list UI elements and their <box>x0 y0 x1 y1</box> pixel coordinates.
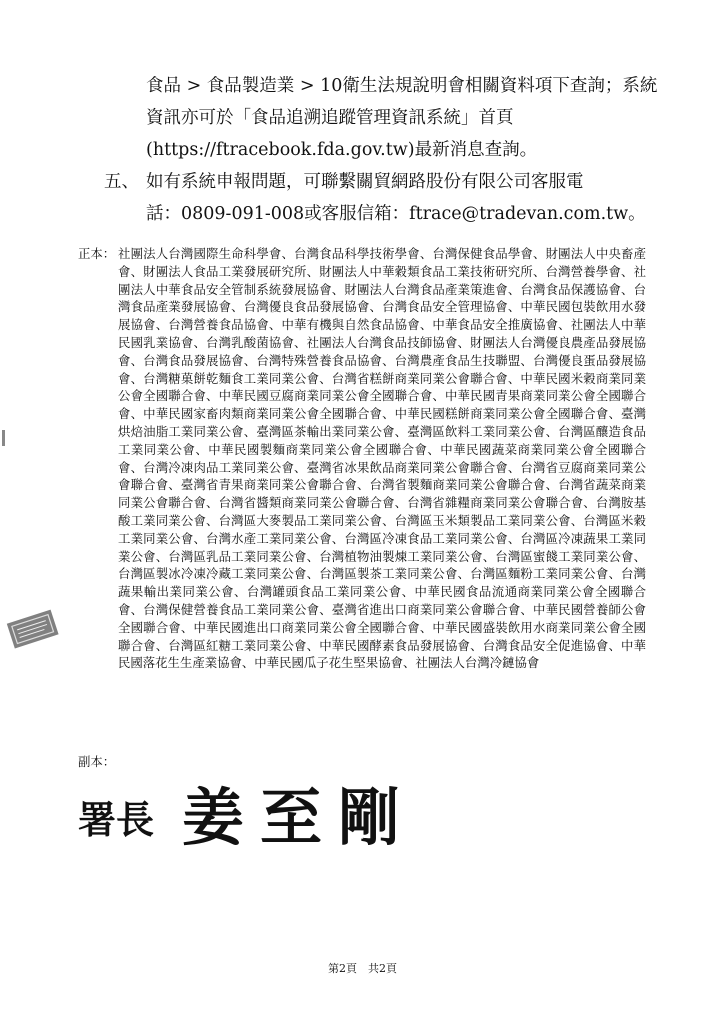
item-five-label: 五、 <box>104 172 139 192</box>
item-five-line1: 如有系統申報問題，可聯繫關貿網路股份有限公司客服電 <box>146 172 584 192</box>
scan-edge-mark <box>2 430 5 446</box>
director-signature <box>78 775 418 855</box>
distribution-label: 正本： <box>78 246 116 261</box>
distribution-block <box>78 245 646 672</box>
continuation-paragraph <box>146 70 666 166</box>
continuation-text: 食品 > 食品製造業 > 10衛生法規說明會相關資料項下查詢；系統資訊亦可於「食品追溯追蹤管理資訊系統」首頁(https://ftracebook.fda.gov.tw)最新消息查詢。 <box>146 76 658 160</box>
item-five-line2: 話：0809-091-008或客服信箱：ftrace@tradevan.com.tw。 <box>146 204 646 224</box>
item-five <box>104 166 664 230</box>
recipient-list: 社團法人台灣國際生命科學會、台灣食品科學技術學會、台灣保健食品學會、財團法人中央畜產會、財團法人食品工業發展研究所、財團法人中華穀類食品工業技術研究所、台灣營養學會、社團法人中華食品安全管制系統發展協會、財團法人台灣食品產業策進會、台灣食品保護協會、台灣食品產業發展協會、台灣優良食品發展協會、台灣食品安全管理協會、中華民國包裝飲用水發展協會、台灣營養食品協會、中華有機與自然食品協會、中華食品安全推廣協會、社團法人中華民國乳業協會、台灣乳酸菌協會、社團法人台灣食品技師協會、財團法人台灣優良農產品發展協會、台灣食品發展協會、台灣特殊營養食品協會、台灣農產食品生技聯盟、台灣優良蛋品發展協會、台灣糖菓餅乾麵食工業同業公會、台灣省糕餅商業同業公會聯合會、中華民國米穀商業同業公會全國聯合會、中華民國豆腐商業同業公會全國聯合會、中華民國青果商業同業公會全國聯合會、中華民國家畜肉類商業同業公會全國聯合會、中華民國糕餅商業同業公會全國聯合會、臺灣烘焙油脂工業同業公會、臺灣區茶輸出業同業公會、臺灣區飲料工業同業公會、台灣區釀造食品工業同業公會、中華民國製麵商業同業公會全國聯合會、中華民國蔬菜商業同業公會全國聯合會、台灣冷凍肉品工業同業公會、臺灣省冰果飲品商業同業公會聯合會、台灣省豆腐商業同業公會聯合會、臺灣省青果商業同業公會聯合會、台灣省製麵商業同業公會聯合會、台灣省蔬菜商業同業公會聯合會、台灣省醬類商業同業公會聯合會、台灣省雜糧商業同業公會聯合會、台灣胺基酸工業同業公會、台灣區大麥製品工業同業公會、台灣區玉米類製品工業同業公會、台灣區米穀工業同業公會、台灣水產工業同業公會、台灣區冷凍食品工業同業公會、台灣區冷凍蔬果工業同業公會、台灣區乳品工業同業公會、台灣植物油製煉工業同業公會、台灣區蜜餞工業同業公會、台灣區製冰冷凍冷藏工業同業公會、台灣區製茶工業同業公會、台灣區麵粉工業同業公會、台灣蔬果輸出業同業公會、台灣罐頭食品工業同業公會、中華民國食品流通商業同業公會全國聯合會、台灣保健營養食品工業同業公會、臺灣省進出口商業同業公會聯合會、中華民國營養師公會全國聯合會、中華民國進出口商業同業公會全國聯合會、中華民國盛裝飲用水商業同業公會全國聯合會、台灣區紅糖工業同業公會、中華民國酵素食品發展協會、台灣食品安全促進協會、中華民國落花生生產業協會、中華民國瓜子花生堅果協會、社團法人台灣冷鏈協會 <box>118 246 646 671</box>
signature-title: 署長 <box>78 797 155 842</box>
seal-stamp-icon <box>6 606 60 654</box>
cc-label: 副本： <box>78 754 116 769</box>
page-footer: 第2頁 共2頁 <box>328 962 397 975</box>
signature-name: 姜至剛 <box>182 781 417 854</box>
